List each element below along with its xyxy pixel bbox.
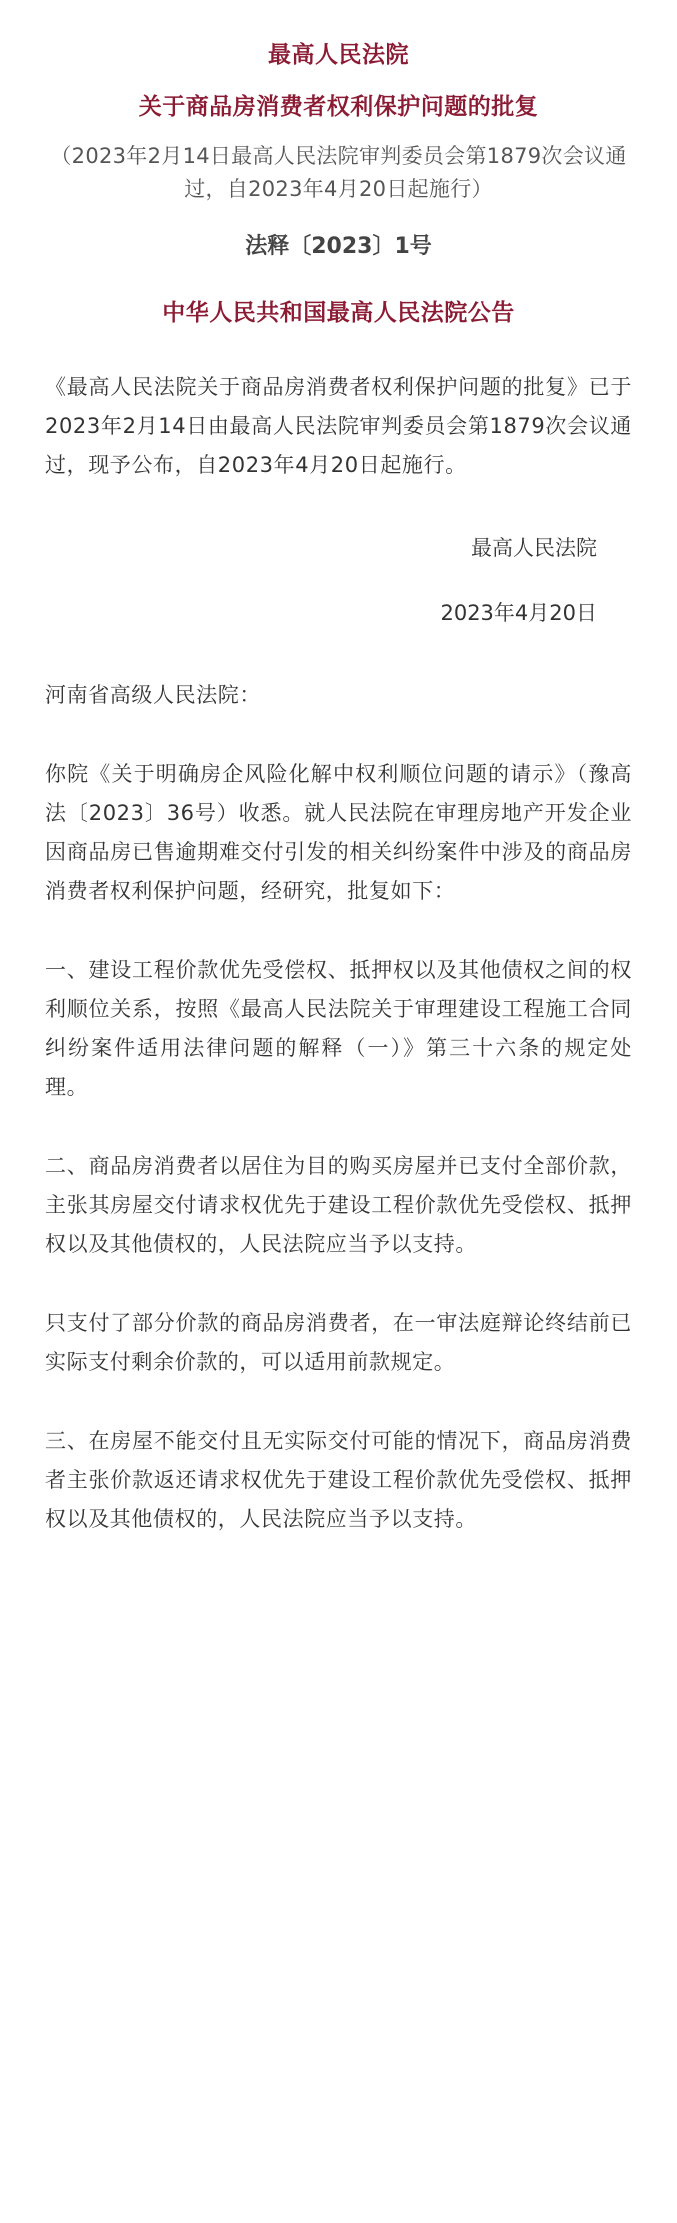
announcement-title: 中华人民共和国最高人民法院公告: [162, 300, 515, 326]
reply-request-paragraph: 你院《关于明确房企风险化解中权利顺位问题的请示》（豫高法〔2023〕36号）收悉。就人民法院在审理房地产开发企业因商品房已售逾期难交付引发的相关纠纷案件中涉及的商品房消费者权利保护问题，经研究，批复如下：: [45, 762, 632, 903]
reply-item-two: 二、商品房消费者以居住为目的购买房屋并已支付全部价款，主张其房屋交付请求权优先于建设工程价款优先受偿权、抵押权以及其他债权的，人民法院应当予以支持。: [45, 1154, 632, 1256]
title-court: 最高人民法院: [268, 42, 409, 68]
announcement-signer: 最高人民法院: [471, 536, 597, 560]
announcement-body: 《最高人民法院关于商品房消费者权利保护问题的批复》已于2023年2月14日由最高人民法院审判委员会第1879次会议通过，现予公布，自2023年4月20日起施行。: [45, 375, 632, 477]
reply-addressee: 河南省高级人民法院：: [45, 683, 261, 707]
reply-item-one: 一、建设工程价款优先受偿权、抵押权以及其他债权之间的权利顺位关系，按照《最高人民法院关于审理建设工程施工合同纠纷案件适用法律问题的解释（一）》第三十六条的规定处理。: [45, 958, 632, 1099]
doc-number: 法释〔2023〕1号: [245, 234, 432, 259]
announcement-date: 2023年4月20日: [440, 601, 597, 625]
reply-item-two-partial: 只支付了部分价款的商品房消费者，在一审法庭辩论终结前已实际支付剩余价款的，可以适用前款规定。: [45, 1311, 632, 1374]
adoption-note: （2023年2月14日最高人民法院审判委员会第1879次会议通过，自2023年4月20日起施行）: [50, 144, 627, 201]
reply-item-three: 三、在房屋不能交付且无实际交付可能的情况下，商品房消费者主张价款返还请求权优先于建设工程价款优先受偿权、抵押权以及其他债权的，人民法院应当予以支持。: [45, 1429, 632, 1531]
title-reply: 关于商品房消费者权利保护问题的批复: [138, 94, 539, 120]
